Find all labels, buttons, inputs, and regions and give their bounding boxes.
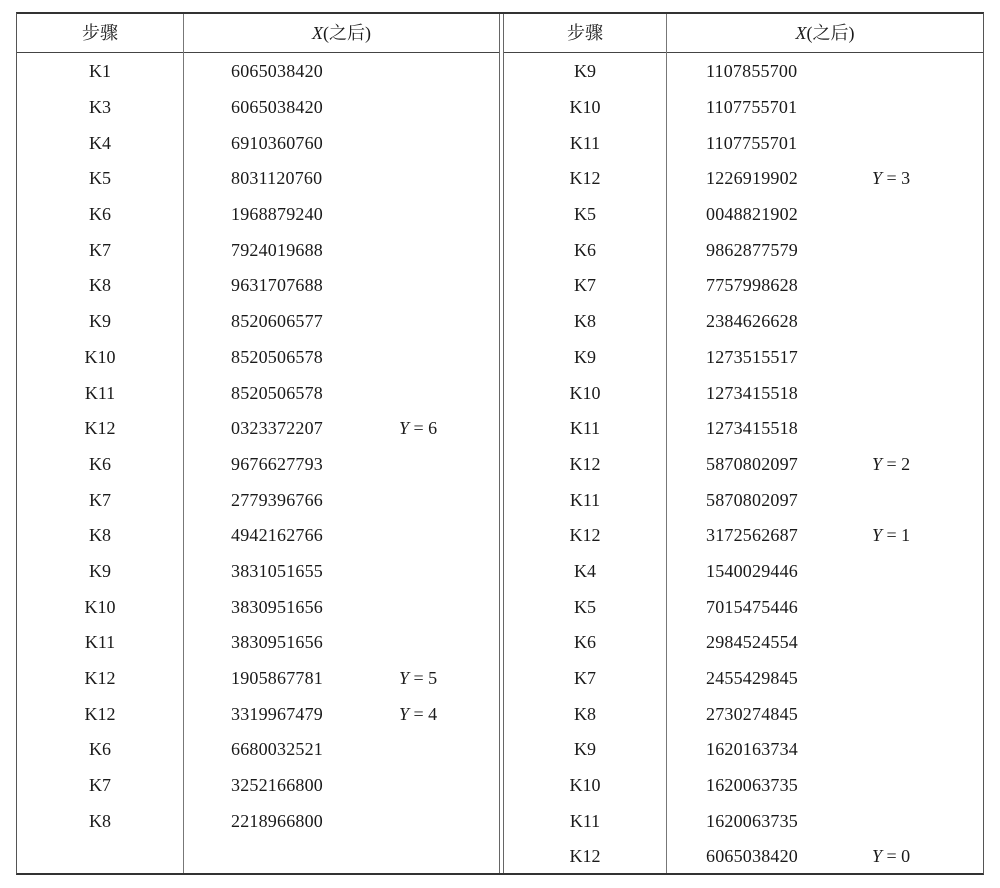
x-value: 1273415518 — [706, 382, 798, 403]
x-cell — [666, 97, 983, 118]
table-header — [17, 14, 499, 53]
x-cell — [183, 133, 499, 154]
y-annotation: Y = 4 — [399, 703, 438, 724]
table-row — [504, 661, 983, 697]
y-annotation: Y = 1 — [872, 525, 911, 546]
x-cell — [183, 632, 499, 653]
x-cell — [666, 383, 983, 404]
x-value: 9676627793 — [231, 453, 323, 474]
step-cell: K4 — [89, 132, 111, 153]
step-cell: K7 — [89, 489, 111, 510]
table-row — [504, 839, 983, 875]
x-value: 2730274845 — [706, 703, 798, 724]
step-cell: K7 — [574, 275, 596, 296]
x-cell — [183, 811, 499, 832]
table-row — [504, 768, 983, 804]
x-cell — [666, 240, 983, 261]
x-cell — [666, 347, 983, 368]
step-cell: K11 — [569, 810, 601, 831]
step-cell: K7 — [89, 239, 111, 260]
table-row — [17, 839, 499, 875]
x-cell — [666, 133, 983, 154]
y-annotation: Y = 2 — [872, 453, 911, 474]
x-value: 5870802097 — [706, 489, 798, 510]
x-cell — [183, 561, 499, 582]
x-value: 8520506578 — [231, 346, 323, 367]
x-cell — [183, 311, 499, 332]
x-value: 6910360760 — [231, 132, 323, 153]
table-row — [17, 589, 499, 625]
step-cell: K10 — [569, 382, 601, 403]
table-row — [17, 661, 499, 697]
x-value: 7924019688 — [231, 239, 323, 260]
table-row — [17, 197, 499, 233]
x-value: 9631707688 — [231, 275, 323, 296]
step-cell: K5 — [574, 596, 596, 617]
x-value: 6680032521 — [231, 739, 323, 760]
x-cell — [666, 275, 983, 296]
x-value: 6065038420 — [706, 846, 798, 867]
table-row — [17, 482, 499, 518]
step-cell: K11 — [84, 632, 116, 653]
step-cell: K12 — [84, 668, 116, 689]
x-cell — [666, 846, 983, 867]
header-step: 步骤 — [567, 23, 603, 43]
table-row — [17, 411, 499, 447]
x-cell — [666, 775, 983, 796]
x-value: 9862877579 — [706, 239, 798, 260]
y-annotation: Y = 6 — [399, 418, 438, 439]
x-value: 1620063735 — [706, 810, 798, 831]
step-cell: K9 — [574, 346, 596, 367]
x-value: 3172562687 — [706, 525, 798, 546]
step-cell: K11 — [569, 418, 601, 439]
x-cell — [183, 347, 499, 368]
x-value: 3831051655 — [231, 560, 323, 581]
x-value: 6065038420 — [231, 97, 323, 118]
table-row — [504, 161, 983, 197]
table-row — [17, 90, 499, 126]
x-value: 1107755701 — [706, 132, 798, 153]
step-cell: K6 — [574, 239, 596, 260]
table-row — [17, 161, 499, 197]
table-row — [504, 197, 983, 233]
x-value: 1273515517 — [706, 346, 798, 367]
table-row — [17, 340, 499, 376]
y-annotation: Y = 3 — [872, 168, 911, 189]
x-value: 1620163734 — [706, 739, 798, 760]
step-cell: K5 — [89, 168, 111, 189]
step-cell: K10 — [569, 775, 601, 796]
table-row — [17, 696, 499, 732]
step-cell: K12 — [569, 846, 601, 867]
table-row — [504, 375, 983, 411]
x-value: 1620063735 — [706, 775, 798, 796]
x-cell — [666, 168, 983, 189]
table-row — [17, 447, 499, 483]
table-row — [17, 125, 499, 161]
step-cell: K10 — [84, 596, 116, 617]
step-cell: K12 — [84, 703, 116, 724]
step-cell: K11 — [84, 382, 116, 403]
x-value: 0323372207 — [231, 418, 323, 439]
step-cell: K8 — [574, 703, 596, 724]
step-cell: K6 — [574, 632, 596, 653]
step-cell: K9 — [89, 560, 111, 581]
header-x: X(之后) — [312, 23, 371, 43]
table-row — [504, 625, 983, 661]
y-annotation: Y = 5 — [399, 668, 438, 689]
table-row — [17, 518, 499, 554]
x-cell — [666, 204, 983, 225]
table-body-right — [504, 54, 983, 875]
x-value: 3830951656 — [231, 596, 323, 617]
table-header — [504, 14, 983, 53]
step-cell: K7 — [89, 775, 111, 796]
table-row — [504, 340, 983, 376]
table-row — [17, 268, 499, 304]
table-row — [504, 125, 983, 161]
step-cell: K9 — [574, 61, 596, 82]
x-cell — [666, 311, 983, 332]
step-cell: K12 — [84, 418, 116, 439]
x-value: 0048821902 — [706, 204, 798, 225]
x-cell — [183, 240, 499, 261]
x-value: 1107855700 — [706, 61, 798, 82]
table-row — [17, 803, 499, 839]
x-cell — [183, 490, 499, 511]
table-row — [504, 696, 983, 732]
table-row — [17, 54, 499, 90]
x-cell — [183, 97, 499, 118]
x-cell — [183, 168, 499, 189]
table-row — [17, 554, 499, 590]
x-value: 4942162766 — [231, 525, 323, 546]
step-cell: K6 — [89, 453, 111, 474]
step-cell: K12 — [569, 525, 601, 546]
x-value: 8031120760 — [231, 168, 323, 189]
step-cell: K9 — [89, 311, 111, 332]
x-cell — [666, 597, 983, 618]
x-cell — [183, 275, 499, 296]
step-cell: K1 — [89, 61, 111, 82]
x-value: 2218966800 — [231, 810, 323, 831]
x-value: 1540029446 — [706, 560, 798, 581]
x-cell — [666, 418, 983, 439]
table-row — [504, 411, 983, 447]
x-cell — [183, 61, 499, 82]
x-cell — [183, 383, 499, 404]
step-cell: K8 — [574, 311, 596, 332]
x-cell — [183, 739, 499, 760]
x-cell — [666, 61, 983, 82]
step-cell: K3 — [89, 97, 111, 118]
x-cell — [666, 525, 983, 546]
x-cell — [183, 704, 499, 725]
x-value: 3319967479 — [231, 703, 323, 724]
x-value: 7015475446 — [706, 596, 798, 617]
table-row — [17, 625, 499, 661]
table-row — [504, 268, 983, 304]
x-value: 1968879240 — [231, 204, 323, 225]
step-cell: K6 — [89, 739, 111, 760]
x-value: 3252166800 — [231, 775, 323, 796]
x-value: 2455429845 — [706, 668, 798, 689]
step-cell: K8 — [89, 275, 111, 296]
x-cell — [183, 525, 499, 546]
step-cell: K11 — [569, 489, 601, 510]
x-cell — [183, 418, 499, 439]
x-cell — [183, 775, 499, 796]
x-value: 8520606577 — [231, 311, 323, 332]
step-cell: K10 — [569, 97, 601, 118]
x-value: 2779396766 — [231, 489, 323, 510]
x-cell — [183, 204, 499, 225]
x-cell — [666, 811, 983, 832]
table-right-half — [504, 14, 983, 873]
y-annotation: Y = 0 — [872, 846, 911, 867]
table-row — [17, 232, 499, 268]
step-cell: K12 — [569, 168, 601, 189]
x-value: 5870802097 — [706, 453, 798, 474]
x-value: 3830951656 — [231, 632, 323, 653]
table-row — [17, 768, 499, 804]
step-cell: K8 — [89, 810, 111, 831]
header-step: 步骤 — [82, 23, 118, 43]
table-row — [504, 589, 983, 625]
table-row — [504, 304, 983, 340]
table-row — [504, 803, 983, 839]
x-cell — [666, 668, 983, 689]
table-row — [504, 447, 983, 483]
table-row — [504, 554, 983, 590]
x-cell — [666, 490, 983, 511]
table-row — [17, 304, 499, 340]
step-cell: K4 — [574, 560, 596, 581]
step-cell: K12 — [569, 453, 601, 474]
x-value: 6065038420 — [231, 61, 323, 82]
x-cell — [183, 454, 499, 475]
x-cell — [666, 632, 983, 653]
step-cell: K6 — [89, 204, 111, 225]
table-row — [504, 54, 983, 90]
x-cell — [666, 561, 983, 582]
table-row — [17, 375, 499, 411]
table-row — [504, 90, 983, 126]
step-cell: K7 — [574, 668, 596, 689]
step-cell: K11 — [569, 132, 601, 153]
step-cell: K10 — [84, 346, 116, 367]
step-cell: K9 — [574, 739, 596, 760]
x-cell — [666, 454, 983, 475]
x-value: 1273415518 — [706, 418, 798, 439]
algorithm-trace-table — [16, 12, 984, 875]
x-value: 1905867781 — [231, 668, 323, 689]
table-row — [504, 732, 983, 768]
table-body-left — [17, 54, 499, 875]
x-value: 2384626628 — [706, 311, 798, 332]
x-cell — [183, 668, 499, 689]
x-value: 7757998628 — [706, 275, 798, 296]
table-row — [504, 482, 983, 518]
table-row — [17, 732, 499, 768]
header-x: X(之后) — [795, 23, 855, 43]
x-cell — [183, 597, 499, 618]
step-cell: K5 — [574, 204, 596, 225]
table-left-half — [17, 14, 499, 873]
x-value: 8520506578 — [231, 382, 323, 403]
table-row — [504, 518, 983, 554]
x-value: 2984524554 — [706, 632, 798, 653]
x-value: 1107755701 — [706, 97, 798, 118]
x-value: 1226919902 — [706, 168, 798, 189]
x-cell — [666, 739, 983, 760]
table-row — [504, 232, 983, 268]
x-cell — [666, 704, 983, 725]
step-cell: K8 — [89, 525, 111, 546]
